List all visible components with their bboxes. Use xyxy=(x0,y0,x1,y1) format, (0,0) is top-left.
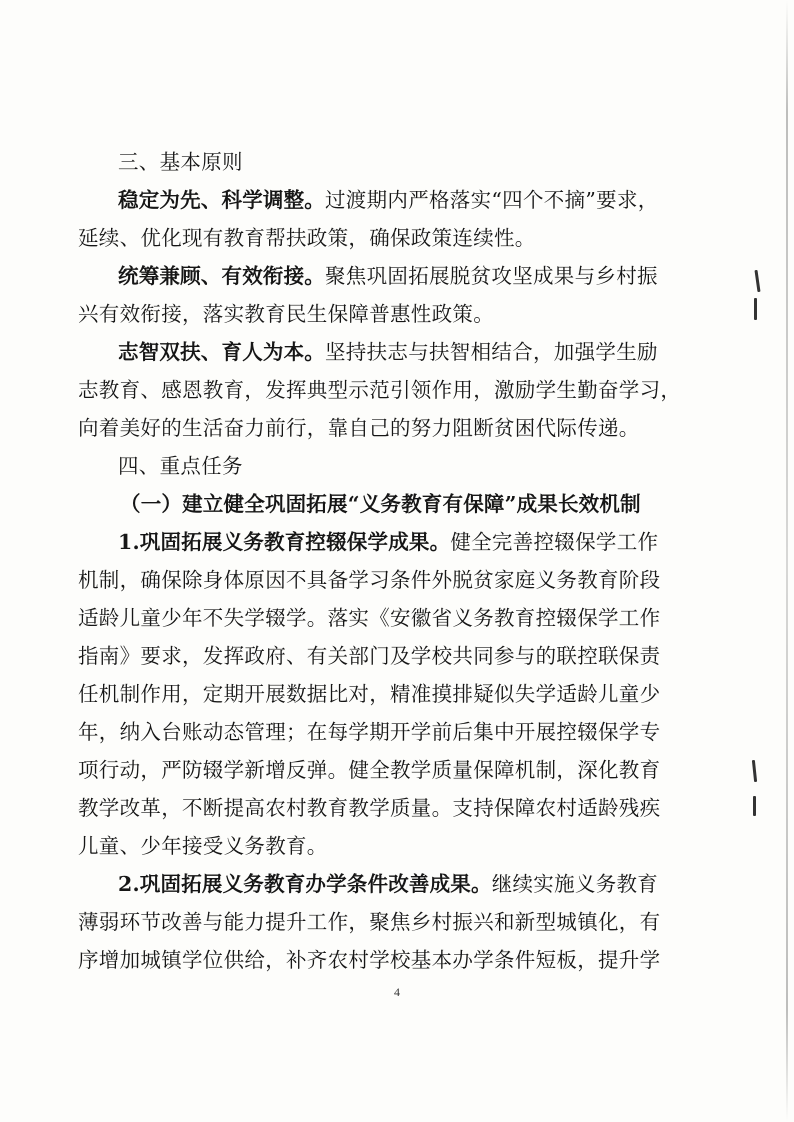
text-line xyxy=(78,794,660,822)
body-text: 延续、优化现有教育帮扶政策，确保政策连续性。 xyxy=(78,226,536,250)
text-line xyxy=(78,224,536,252)
text-line xyxy=(118,186,659,214)
text-line xyxy=(78,832,328,860)
body-text: 四、重点任务 xyxy=(118,454,243,478)
bold-heading-text: 统筹兼顾、有效衔接。 xyxy=(118,264,325,288)
text-line xyxy=(78,300,494,328)
body-text: 聚焦巩固拓展脱贫攻坚成果与乡村振 xyxy=(325,264,658,288)
bold-heading-text: （一）建立健全巩固拓展“义务教育有保障”成果长效机制 xyxy=(120,492,641,516)
scan-mark xyxy=(753,796,756,816)
bold-heading-text: 志智双扶、育人为本。 xyxy=(118,340,325,364)
text-line xyxy=(120,490,641,518)
body-text: 任机制作用，定期开展数据比对，精准摸排疑似失学适龄儿童少 xyxy=(78,682,661,706)
scan-mark xyxy=(752,760,757,782)
text-line xyxy=(118,528,658,556)
text-line xyxy=(118,338,658,366)
text-line xyxy=(78,642,660,670)
body-text: 过渡期内严格落实“四个不摘”要求， xyxy=(325,188,659,212)
body-text: 适龄儿童少年不失学辍学。落实《安徽省义务教育控辍保学工作 xyxy=(78,606,661,630)
body-text: 继续实施义务教育 xyxy=(491,872,659,896)
text-line xyxy=(118,870,658,898)
scan-mark xyxy=(754,298,757,320)
body-text: 序增加城镇学位供给，补齐农村学校基本办学条件短板，提升学 xyxy=(78,948,661,972)
body-text: 指南》要求，发挥政府、有关部门及学校共同参与的联控联保责 xyxy=(78,644,661,668)
bold-heading-text: 稳定为先、科学调整。 xyxy=(118,188,325,212)
bold-heading-text: 1.巩固拓展义务教育控辍保学成果。 xyxy=(118,530,451,554)
text-line xyxy=(78,604,660,632)
body-text: 坚持扶志与扶智相结合，加强学生励 xyxy=(325,340,658,364)
scan-edge xyxy=(786,0,788,1122)
text-line xyxy=(78,680,660,708)
body-text: 薄弱环节改善与能力提升工作，聚焦乡村振兴和新型城镇化，有 xyxy=(78,910,661,934)
text-line xyxy=(78,908,660,936)
body-text: 兴有效衔接，落实教育民生保障普惠性政策。 xyxy=(78,302,494,326)
text-line xyxy=(78,718,660,746)
text-line xyxy=(78,566,660,594)
page-number: 4 xyxy=(394,985,400,999)
text-line xyxy=(118,148,243,176)
body-text: 机制，确保除身体原因不具备学习条件外脱贫家庭义务教育阶段 xyxy=(78,568,661,592)
body-text: 健全完善控辍保学工作 xyxy=(450,530,659,554)
body-text: 向着美好的生活奋力前行，靠自己的努力阻断贫困代际传递。 xyxy=(78,416,640,440)
bold-heading-text: 2.巩固拓展义务教育办学条件改善成果。 xyxy=(118,872,492,896)
text-line xyxy=(78,414,640,442)
body-text: 教学改革，不断提高农村教育教学质量。支持保障农村适龄残疾 xyxy=(78,796,661,820)
body-text: 三、基本原则 xyxy=(118,150,243,174)
body-text: 项行动，严防辍学新增反弹。健全教学质量保障机制，深化教育 xyxy=(78,758,661,782)
scan-mark xyxy=(754,270,760,292)
body-text: 年，纳入台账动态管理；在每学期开学前后集中开展控辍保学专 xyxy=(78,720,661,744)
body-text: 儿童、少年接受义务教育。 xyxy=(78,834,328,858)
text-line xyxy=(118,262,658,290)
text-line xyxy=(118,452,243,480)
text-line xyxy=(78,756,660,784)
text-line xyxy=(78,946,660,974)
text-line xyxy=(78,376,681,404)
body-text: 志教育、感恩教育，发挥典型示范引领作用，激励学生勤奋学习， xyxy=(78,378,682,402)
